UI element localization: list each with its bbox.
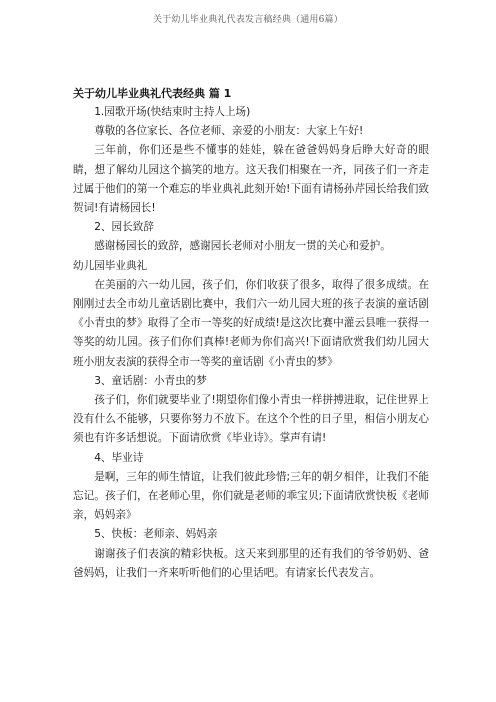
paragraph: 幼儿园毕业典礼 <box>73 259 148 272</box>
paragraph: 尊敬的各位家长、各位老师、亲爱的小朋友：大家上午好! <box>94 125 364 138</box>
paragraph: 三年前，你们还是些不懂事的娃娃，躲在爸爸妈妈身后睁大好奇的眼睛，想了解幼儿园这个搞笑的地方。这天我们相聚在一齐，同孩子们一齐走过属于他们的第一个难忘的毕业典礼此刻开始!下面有请杨孙芹园长给我们致贺词!有请杨园长! <box>73 144 429 215</box>
section-title: 关于幼儿毕业典礼代表经典 篇 1 <box>73 87 232 100</box>
paragraph: 在美丽的六一幼儿园，孩子们，你们收获了很多，取得了很多成绩。在刚刚过去全市幼儿童话剧比赛中，我们六一幼儿园大班的孩子表演的童话剧《小青虫的梦》取得了全市一等奖的好成绩!是这次比赛中灌云县唯一获得一等奖的幼儿园。孩子们你们真棒!老师为你们高兴!下面请欣赏我们幼儿园大班小朋友表演的获得全市一等奖的童话剧《小青虫的梦》 <box>73 278 429 368</box>
document-body <box>73 84 429 583</box>
paragraph: 1.园歌开场(快结束时主持人上场) <box>94 106 251 118</box>
paragraph: 孩子们，你们就要毕业了!期望你们像小青虫一样拼搏进取，记住世界上没有什么不能够，只要你努力不放下。在这个个性的日子里，相信小朋友心须也有许多话想说。下面请欣赏《毕业诗》。掌声有请! <box>73 394 429 445</box>
paragraph: 3、童话剧：小青虫的梦 <box>94 374 207 387</box>
paragraph: 谢谢孩子们表演的精彩快板。这天来到那里的还有我们的爷爷奶奶、爸爸妈妈，让我们一齐来听听他们的心里话吧。有请家长代表发言。 <box>73 547 429 579</box>
paragraph: 2、园长致辞 <box>94 221 154 234</box>
paragraph: 感谢杨园长的致辞，感谢园长老师对小朋友一贯的关心和爱护。 <box>94 240 391 253</box>
page-header: 关于幼儿毕业典礼代表发言稿经典（通用6篇） <box>153 15 343 25</box>
paragraph: 5、快板：老师亲、妈妈亲 <box>94 528 218 541</box>
paragraph: 4、毕业诗 <box>94 451 144 464</box>
paragraph: 是啊，三年的师生情谊，让我们彼此珍惜;三年的朝夕相伴，让我们不能忘记。孩子们，在老师心里，你们就是老师的乖宝贝;下面请欣赏快板《老师亲，妈妈亲》 <box>73 470 429 522</box>
